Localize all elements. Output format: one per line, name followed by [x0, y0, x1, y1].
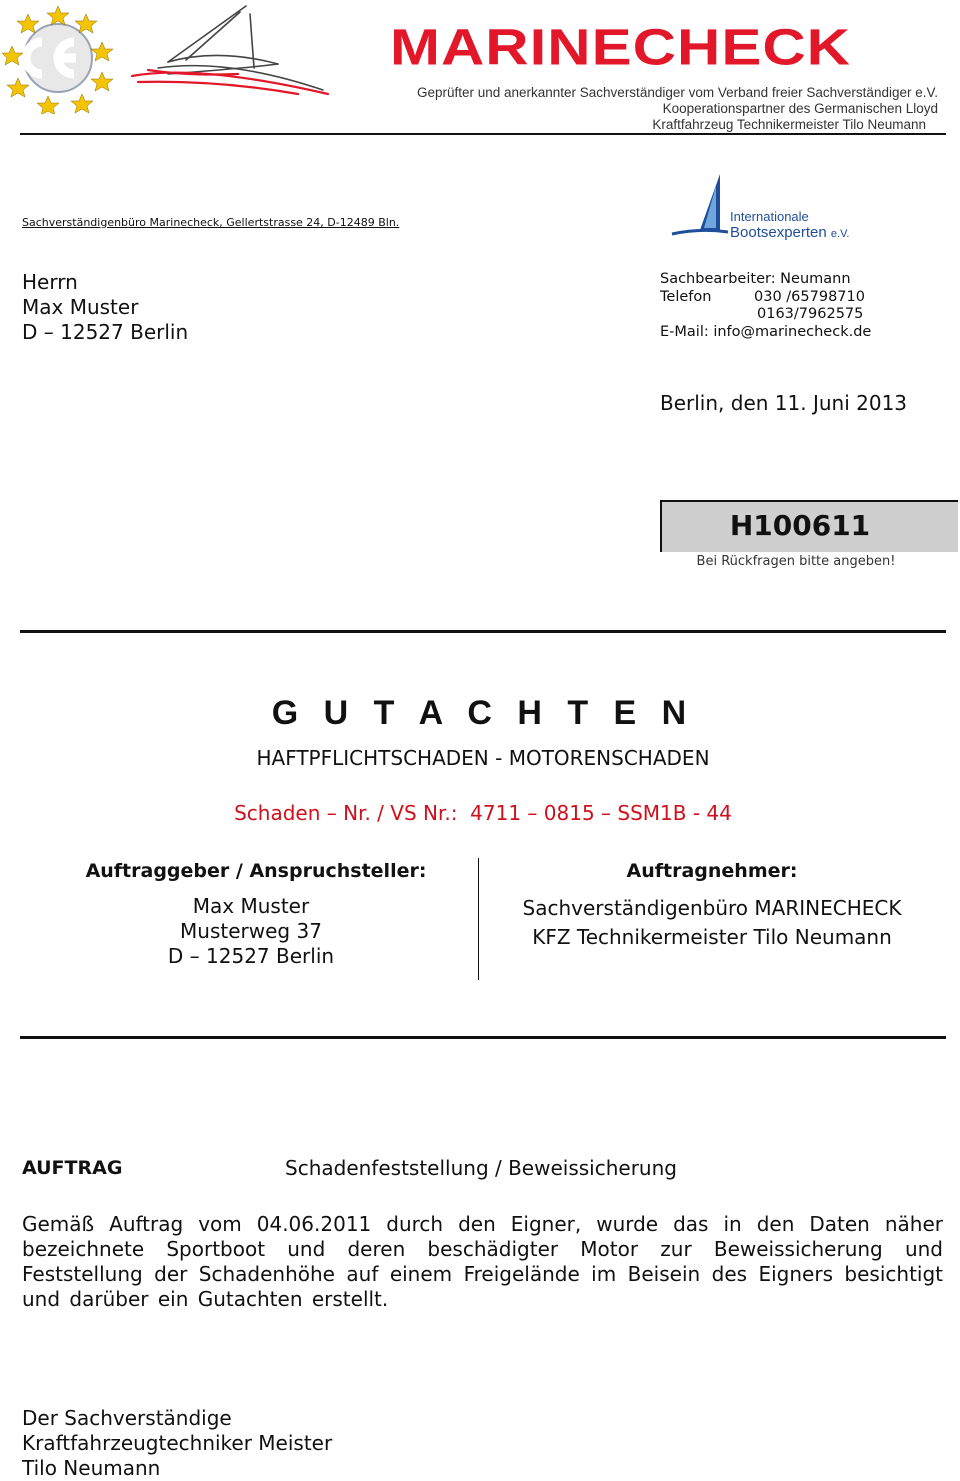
report-title: G U T A C H T E N	[271, 694, 695, 732]
header-tagline-2: Kooperationspartner des Germanischen Lloyd	[662, 101, 938, 116]
parties-divider	[478, 858, 479, 980]
client-street: Musterweg 37	[180, 919, 322, 943]
sender-line: Sachverständigenbüro Marinecheck, Gellertstrasse 24, D-12489 Bln.	[22, 216, 400, 229]
clerk-line: Sachbearbeiter: Neumann	[660, 271, 851, 287]
client-name: Max Muster	[192, 894, 310, 918]
contractor-heading: Auftragnehmer:	[626, 860, 798, 882]
contact-block	[660, 271, 940, 341]
recipient-address	[22, 270, 188, 345]
recipient-city: D – 12527 Berlin	[22, 320, 189, 344]
phone-row-1	[660, 289, 940, 307]
contractor-person: KFZ Technikermeister Tilo Neumann	[532, 925, 892, 949]
client-block	[40, 860, 472, 969]
letter-date: Berlin, den 11. Juni 2013	[660, 391, 908, 415]
client-city: D – 12527 Berlin	[167, 944, 335, 968]
header-divider	[20, 133, 946, 135]
recipient-salutation: Herrn	[22, 270, 78, 294]
partner-logo-name: Bootsexperten	[730, 224, 827, 241]
signature-title: Kraftfahrzeugtechniker Meister	[22, 1431, 333, 1455]
contractor-block	[486, 860, 938, 952]
contractor-office: Sachverständigenbüro MARINECHECK	[522, 896, 902, 920]
reference-number: H100611	[729, 509, 871, 542]
title-divider-top	[20, 630, 946, 633]
partner-logo-line2	[730, 224, 849, 241]
phone-label: Telefon	[660, 288, 712, 305]
brand-wordmark: MARINECHECK	[390, 18, 851, 76]
client-heading: Auftraggeber / Anspruchsteller:	[85, 860, 427, 882]
reference-note: Bei Rückfragen bitte angeben!	[696, 554, 896, 569]
partner-logo-line1: Internationale	[730, 209, 809, 224]
order-value: Schadenfeststellung / Beweissicherung	[285, 1156, 677, 1180]
partner-logo-suffix: e.V.	[830, 228, 850, 240]
header-tagline-1: Geprüfter und anerkannter Sachverständiger vom Verband freier Sachverständiger e.V.	[416, 85, 938, 100]
recipient-name: Max Muster	[22, 295, 139, 319]
email-line: E-Mail: info@marinecheck.de	[660, 323, 872, 340]
order-body: Gemäß Auftrag vom 04.06.2011 durch den Eigner, wurde das in den Daten näher bezeichnete Sportboot und deren beschädigter Motor zur Beweissicherung und Feststellung der Schadenhöhe auf einem Freigelände im Beisein des Eigners besichtigt und darüber ein Gutachten erstellt.	[22, 1212, 943, 1311]
signature-name: Tilo Neumann	[22, 1456, 161, 1480]
boat-sketch-logo	[128, 4, 333, 100]
parties-divider-bottom	[20, 1036, 946, 1039]
ce-star-logo	[2, 2, 114, 114]
partner-sail-logo	[670, 172, 730, 240]
signature-role: Der Sachverständige	[22, 1406, 232, 1430]
header-tagline-3: Kraftfahrzeug Technikermeister Tilo Neumann	[652, 117, 926, 132]
signature-block	[22, 1406, 332, 1481]
order-label: AUFTRAG	[22, 1157, 123, 1179]
phone-number-2: 0163/7962575	[757, 306, 864, 322]
phone-number-1: 030 /65798710	[754, 288, 865, 305]
report-subtitle: HAFTPFLICHTSCHADEN - MOTORENSCHADEN	[256, 746, 710, 770]
claim-number: Schaden – Nr. / VS Nr.: 4711 – 0815 – SSM1B - 44	[234, 801, 732, 825]
reference-box	[660, 500, 958, 552]
